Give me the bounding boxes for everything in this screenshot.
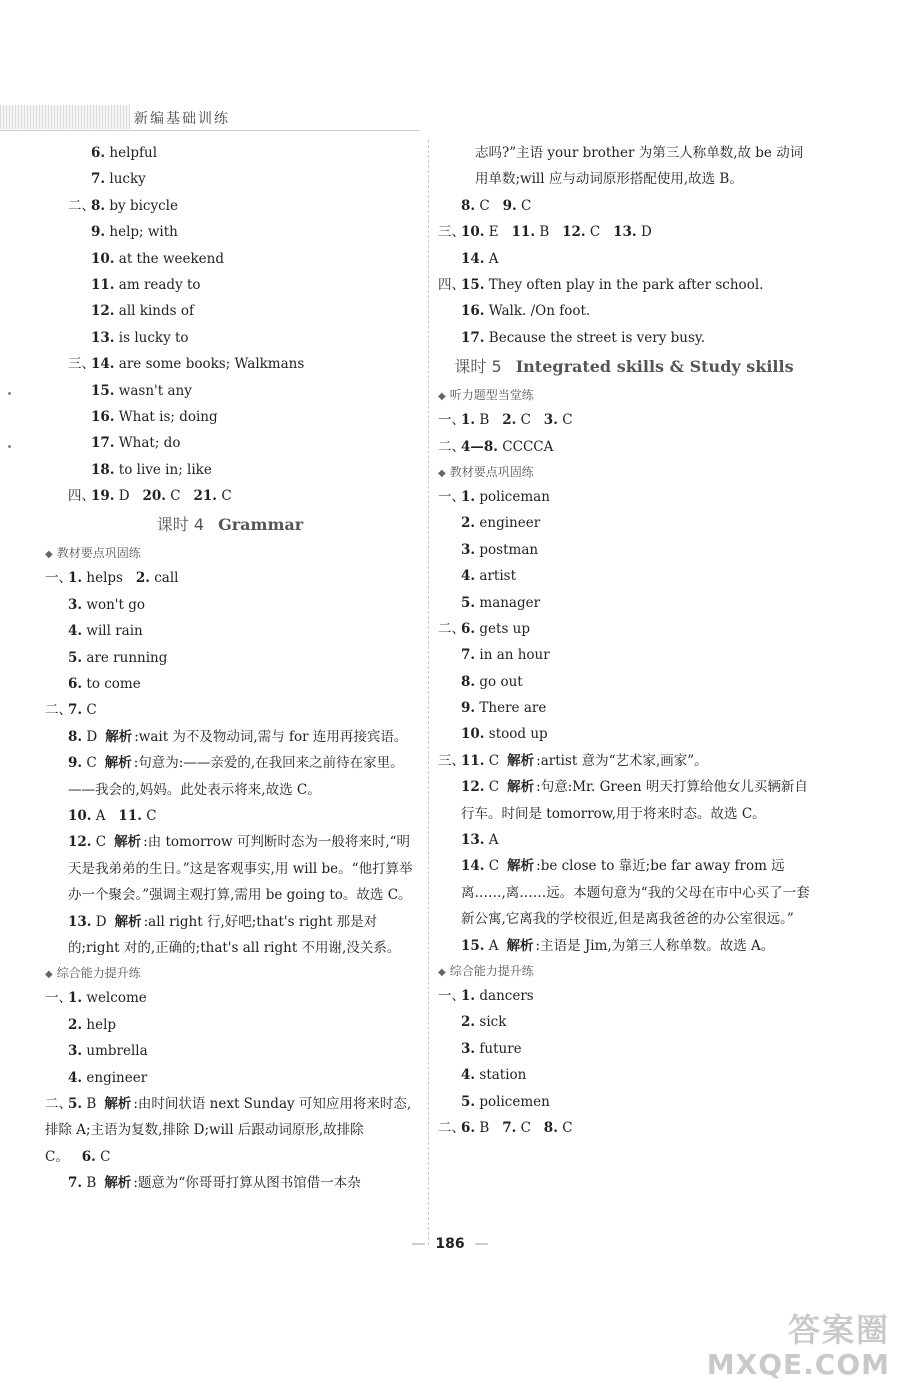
explanation: 二、5. B 解析 :由时间状语 next Sunday 可知应用将来时态,排除 A;主语为复数,排除 D;will 后跟动词原形,故排除 C。 6. C [45, 1096, 412, 1165]
answer-line: 三、14. are some books; Walkmans [68, 356, 305, 373]
margin-dot [8, 392, 11, 395]
answer-line: 4. will rain [68, 623, 143, 640]
answer-line: 14. A [461, 250, 499, 267]
explanation: 12. C 解析 :句意:Mr. Green 明天打算给他女儿买辆新自行车。时间是 tomorrow,用于将来时态。故选 C。 [461, 779, 808, 822]
answer-line: 四、15. They often play in the park after school. [438, 276, 764, 293]
section-label: ◆ 听力题型当堂练 [438, 388, 534, 403]
answer-line: 18. to live in; like [91, 461, 212, 478]
section-label: ◆ 综合能力提升练 [45, 966, 141, 981]
answer-line: 11. am ready to [91, 276, 201, 293]
diamond-icon: ◆ [438, 467, 446, 479]
answer-line: 7. lucky [91, 171, 146, 188]
answer-line: 二、6. B 7. C 8. C [438, 1120, 573, 1137]
answer-line: 3. postman [461, 541, 539, 558]
explanation: 8. D 解析 :wait 为不及物动词,需与 for 连用再接宾语。 [68, 728, 408, 745]
answer-line: 16. Walk. /On foot. [461, 303, 591, 320]
answer-line: 5. manager [461, 594, 541, 611]
answer-line: 10. stood up [461, 726, 548, 743]
answer-line: 6. helpful [91, 145, 158, 161]
answer-line: 8. go out [461, 673, 523, 690]
explanation: 12. C 解析 :由 tomorrow 可判断时态为一般将来时,“明天是我弟弟的生日。”这是客观事实,用 will be。“他打算举办一个聚会。”强调主观打算,需用 be going to。故选 C。 [68, 834, 413, 904]
header-pattern [0, 105, 130, 129]
answer-line: 3. umbrella [68, 1043, 148, 1060]
answer-line: 二、4—8. CCCCA [438, 438, 554, 455]
answer-line: 12. all kinds of [91, 303, 194, 320]
answer-line: 二、8. by bicycle [68, 197, 178, 214]
answer-line: 16. What is; doing [91, 408, 218, 425]
watermark: 答案圈 MXQE.COM [706, 1311, 890, 1381]
explanation: 14. C 解析 :be close to 靠近;be far away from 远离……,离……远。本题句意为“我的父母在市中心买了一套新公寓,它离我的学校很近,但是离我爸爸的办公室很远。” [461, 858, 810, 928]
answer-line: 8. C 9. C [461, 197, 532, 214]
book-title: 新编基础训练 [134, 111, 230, 127]
answer-line: 13. A [461, 832, 499, 849]
answer-line: 4. engineer [68, 1069, 148, 1086]
diamond-icon: ◆ [438, 967, 446, 979]
answer-line: 10. A 11. C [68, 808, 157, 825]
section-label: ◆ 教材要点巩固练 [45, 546, 141, 561]
answer-line: 17. What; do [91, 435, 181, 452]
section-label: ◆ 教材要点巩固练 [438, 464, 534, 479]
diamond-icon: ◆ [438, 391, 446, 403]
answer-line: 7. in an hour [461, 647, 550, 664]
answer-line: 一、1. policeman [438, 488, 550, 505]
answer-line: 6. to come [68, 676, 141, 693]
answer-line: 2. engineer [461, 515, 541, 532]
answer-line: 9. help; with [91, 224, 178, 241]
answer-line: 4. artist [461, 568, 516, 585]
lesson-heading: 课时 5 Integrated skills & Study skills [454, 357, 794, 377]
explanation: 15. A 解析 :主语是 Jim,为第三人称单数。故选 A。 [461, 937, 775, 954]
answer-line: 一、1. dancers [438, 988, 534, 1005]
explanation: 13. D 解析 :all right 行,好吧;that's right 那是对的;right 对的,正确的;that's all right 不用谢,没关系。 [68, 913, 401, 957]
answer-line: 三、10. E 11. B 12. C 13. D [438, 224, 652, 241]
answer-line: 二、7. C [45, 702, 97, 719]
answer-line: 4. station [461, 1067, 527, 1084]
right-column [438, 140, 810, 1141]
explanation: 9. C 解析 :句意为:——亲爱的,在我回来之前待在家里。——我会的,妈妈。此处表示将来,故选 C。 [68, 755, 404, 798]
column-divider [428, 140, 429, 1245]
margin-dot [8, 445, 11, 448]
page-number: — 186 — [411, 1236, 489, 1252]
diamond-icon: ◆ [45, 549, 53, 561]
explanation: 7. B 解析 :题意为“你哥哥打算从图书馆借一本杂 [68, 1175, 361, 1192]
answer-line: 17. Because the street is very busy. [461, 329, 706, 346]
answer-line: 2. help [68, 1016, 117, 1033]
answer-line: 一、1. welcome [45, 990, 147, 1007]
left-column [45, 140, 415, 1197]
answer-line: 四、19. D 20. C 21. C [68, 488, 232, 505]
answer-line: 15. wasn't any [91, 382, 192, 399]
answer-line: 一、1. helps 2. call [45, 570, 179, 587]
answer-line: 2. sick [461, 1014, 507, 1031]
answer-line: 13. is lucky to [91, 329, 189, 346]
answer-line: 一、1. B 2. C 3. C [438, 412, 573, 429]
answer-line: 3. future [461, 1040, 522, 1057]
explanation-continued: 志吗?”主语 your brother 为第三人称单数,故 be 动词用单数;will 应与动词原形搭配使用,故选 B。 [475, 145, 804, 188]
answer-line: 9. There are [461, 700, 547, 717]
answer-line: 10. at the weekend [91, 250, 225, 267]
section-label: ◆ 综合能力提升练 [438, 964, 534, 979]
answer-line: 5. are running [68, 649, 168, 666]
answer-line: 二、6. gets up [438, 620, 531, 637]
explanation: 三、11. C 解析 :artist 意为“艺术家,画家”。 [438, 752, 708, 769]
diamond-icon: ◆ [45, 969, 53, 981]
answer-line: 5. policemen [461, 1093, 550, 1110]
answer-line: 3. won't go [68, 596, 145, 613]
lesson-heading: 课时 4 Grammar [156, 515, 304, 535]
header-rule [0, 130, 420, 131]
